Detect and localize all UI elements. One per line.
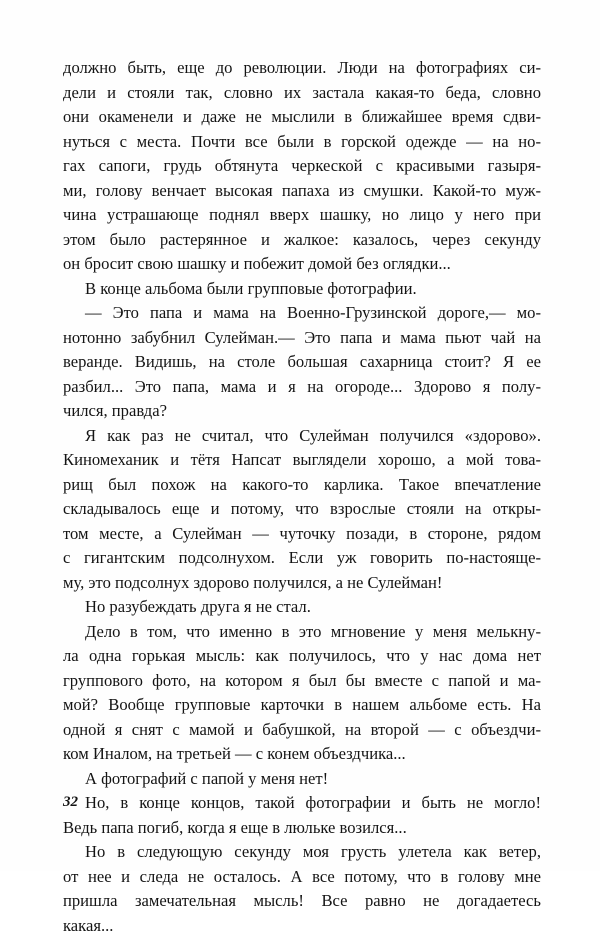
text-line: чина устрашающе поднял вверх шашку, но лицо у него при <box>63 203 541 228</box>
text-line: А фотографий с папой у меня нет! <box>63 767 541 792</box>
text-line: какая... <box>63 914 541 938</box>
text-line: веранде. Видишь, на столе большая сахарница стоит? Я ее <box>63 350 541 375</box>
text-line: ла одна горькая мысль: как получилось, что у нас дома нет <box>63 644 541 669</box>
text-line: он бросит свою шашку и побежит домой без оглядки... <box>63 252 541 277</box>
text-line: Но, в конце концов, такой фотографии и быть не могло! <box>63 791 541 816</box>
text-line: рищ был похож на какого-то карлика. Такое впечатление <box>63 473 541 498</box>
text-line: этом было растерянное и жалкое: казалось, через секунду <box>63 228 541 253</box>
text-line: том месте, а Сулейман — чуточку позади, в сторонe, рядом <box>63 522 541 547</box>
text-line: гах сапоги, грудь обтянута черкеской с красивыми газыря- <box>63 154 541 179</box>
text-line: должно быть, еще до революции. Люди на фотографиях си- <box>63 56 541 81</box>
text-line: группового фото, на котором я был бы вместе с папой и ма- <box>63 669 541 694</box>
text-line: му, это подсолнух здорово получился, а не Сулейман! <box>63 571 541 596</box>
page-number: 32 <box>63 794 78 811</box>
text-line: Ведь папа погиб, когда я еще в люльке возился... <box>63 816 541 841</box>
text-line: Но в следующую секунду моя грусть улетела как ветер, <box>63 840 541 865</box>
text-line: чился, правда? <box>63 399 541 424</box>
text-line: разбил... Это папа, мама и я на огороде... Здорово я полу- <box>63 375 541 400</box>
text-line: они окаменели и даже не мыслили в ближайшее время сдви- <box>63 105 541 130</box>
text-line: ком Иналом, на третьей — с конем объездчика... <box>63 742 541 767</box>
text-line: нотонно забубнил Сулейман.— Это папа и мама пьют чай на <box>63 326 541 351</box>
text-line: ми, голову венчает высокая папаха из смушки. Какой-то муж- <box>63 179 541 204</box>
text-line: Но разубеждать друга я не стал. <box>63 595 541 620</box>
text-line: складывалось еще и потому, что взрослые стояли на откры- <box>63 497 541 522</box>
body-text <box>63 56 541 938</box>
text-line: — Это папа и мама на Военно-Грузинской дороге,— мо- <box>63 301 541 326</box>
text-line: В конце альбома были групповые фотографии. <box>63 277 541 302</box>
text-line: нуться с места. Почти все были в горской одежде — на но- <box>63 130 541 155</box>
text-line: мой? Вообще групповые карточки в нашем альбоме есть. На <box>63 693 541 718</box>
text-line: дели и стояли так, словно их застала какая-то беда, словно <box>63 81 541 106</box>
text-line: Киномеханик и тётя Напсат выглядели хорошо, а мой това- <box>63 448 541 473</box>
text-line: от нее и следа не осталось. А все потому, что в голову мне <box>63 865 541 890</box>
text-line: пришла замечательная мысль! Все равно не догадаетесь <box>63 889 541 914</box>
text-line: одной я снят с мамой и бабушкой, на второй — с объездчи- <box>63 718 541 743</box>
text-line: с гигантским подсолнухом. Если уж говорить по-настояще- <box>63 546 541 571</box>
text-line: Дело в том, что именно в это мгновение у меня мелькну- <box>63 620 541 645</box>
text-line: Я как раз не считал, что Сулейман получился «здорово». <box>63 424 541 449</box>
